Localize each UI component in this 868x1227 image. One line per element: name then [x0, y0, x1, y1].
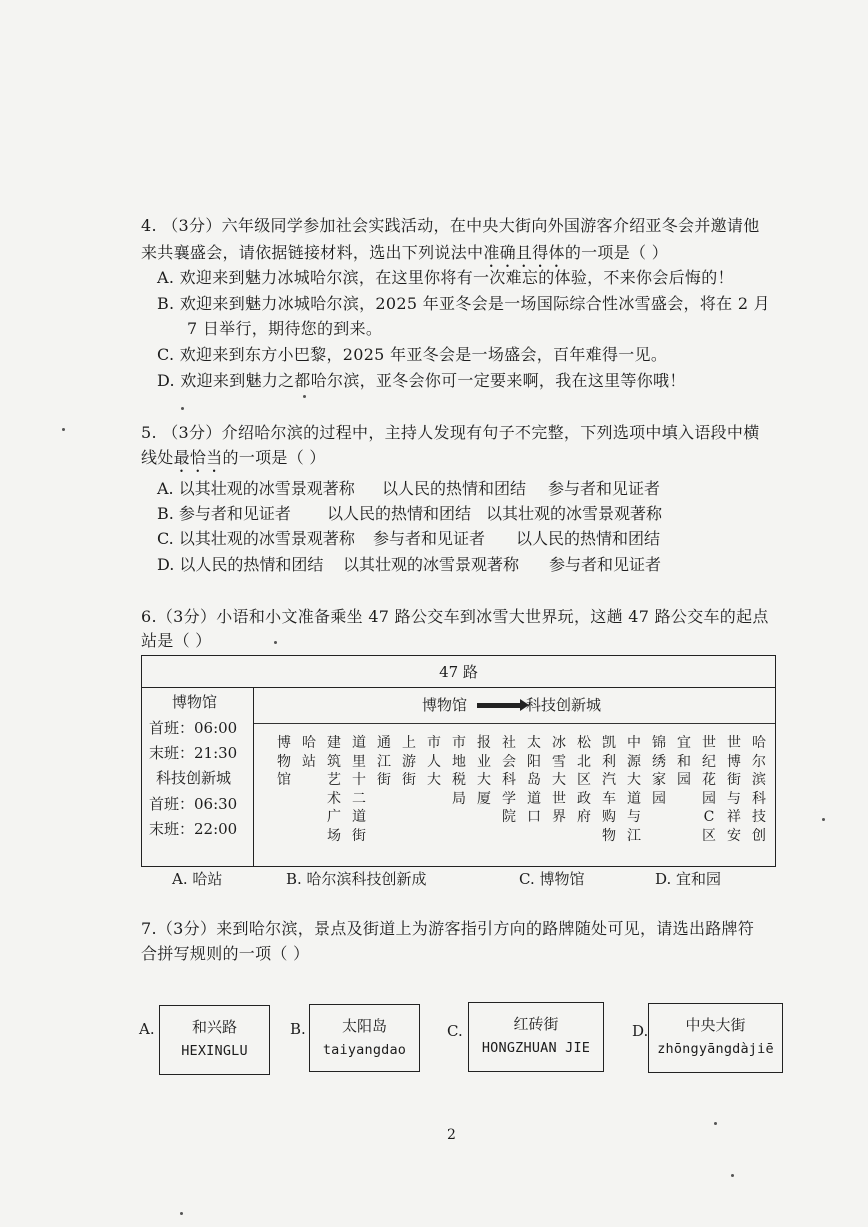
q7-sign-c-label: C. [447, 1022, 463, 1040]
q5-option-c-part1: C. 以其壮观的冰雪景观著称 [157, 529, 355, 548]
direction-to: 科技创新城 [526, 696, 602, 714]
q6-answer-d: D. 宜和园 [655, 870, 722, 888]
q5-stem-line2-a: 线处 [141, 448, 174, 467]
q7-sign-b [309, 1004, 420, 1072]
q4-stem-line1: 4. （3分）六年级同学参加社会实践活动，在中央大街向外国游客介绍亚冬会并邀请他 [141, 216, 760, 235]
q7-stem-line2: 合拼写规则的一项（ ） [141, 944, 310, 963]
bus-stop: 锦绣家园 [652, 735, 666, 807]
bus-stop: 宜和园 [677, 735, 691, 788]
bus-stop: 世纪花园C区 [702, 735, 716, 844]
bus-stop: 建筑艺术广场 [327, 735, 341, 844]
q7-sign-b-chinese: 太阳岛 [341, 1017, 387, 1035]
q6-stem-line1: 6.（3分）小语和小文准备乘坐 47 路公交车到冰雪大世界玩，这趟 47 路公交车的起点 [141, 607, 769, 626]
bus-stop: 道里十二道街 [352, 735, 366, 844]
q7-sign-d [648, 1003, 783, 1073]
q5-stem-line1: 5. （3分）介绍哈尔滨的过程中，主持人发现有句子不完整，下列选项中填入语段中横 [141, 423, 760, 442]
schedule-last-bus-2: 末班：22:00 [149, 820, 238, 838]
scan-speck [274, 641, 277, 644]
q4-option-a: A. 欢迎来到魅力冰城哈尔滨，在这里你将有一次难忘的体验，不来你会后悔的！ [157, 268, 734, 287]
schedule-first-bus-2: 首班：06:30 [149, 795, 238, 813]
bus-stop: 社会科学院 [502, 735, 516, 825]
direction-from: 博物馆 [422, 696, 468, 714]
schedule-terminal-1: 博物馆 [172, 693, 218, 711]
q7-sign-d-label: D. [632, 1022, 649, 1040]
bus-schedule [142, 688, 254, 866]
q4-option-d: D. 欢迎来到魅力之都哈尔滨，亚冬会你可一定要来啊，我在这里等你哦！ [157, 371, 686, 390]
bus-route-title: 47 路 [142, 656, 775, 688]
q7-sign-a-pinyin: HEXINGLU [181, 1043, 248, 1059]
q5-stem-line2 [141, 448, 326, 476]
bus-stop: 松北区政府 [577, 735, 591, 825]
bus-stop: 通江街 [377, 735, 391, 788]
q7-sign-a-label: A. [139, 1020, 155, 1038]
scan-speck [180, 1212, 183, 1215]
bus-stop: 太阳岛道口 [527, 735, 541, 825]
q6-answer-a: A. 哈站 [172, 870, 223, 888]
q7-sign-c-chinese: 红砖街 [513, 1015, 559, 1033]
scan-speck [181, 407, 184, 410]
q7-sign-a [159, 1005, 270, 1075]
q4-emphasis-text: 准确且得体 [483, 243, 565, 262]
bus-stop: 市人大 [427, 735, 441, 788]
q7-sign-d-pinyin: zhōngyāngdàjiē [657, 1041, 774, 1057]
route-direction [254, 688, 775, 724]
page-number: 2 [447, 1127, 456, 1143]
q5-option-d-part1: D. 以人民的热情和团结 [157, 555, 324, 574]
q5-option-c-part2: 参与者和见证者 [373, 529, 486, 548]
scan-speck [62, 428, 65, 431]
q5-option-a-part1: A. 以其壮观的冰雪景观著称 [157, 479, 355, 498]
schedule-last-bus-1: 末班：21:30 [149, 744, 238, 762]
q7-stem-line1: 7.（3分）来到哈尔滨，景点及街道上为游客指引方向的路牌随处可见，请选出路牌符 [141, 919, 755, 938]
q5-option-b-part1: B. 参与者和见证者 [157, 504, 291, 523]
bus-stop: 哈尔滨科技创 [752, 735, 766, 844]
q5-option-b [157, 504, 662, 524]
direction-arrow-icon [477, 703, 521, 708]
q7-sign-b-pinyin: taiyangdao [322, 1042, 407, 1058]
bus-stop: 冰雪大世界 [552, 735, 566, 825]
bus-stops [254, 724, 775, 864]
q4-option-c: C. 欢迎来到东方小巴黎，2025 年亚冬会是一场盛会，百年难得一见。 [157, 345, 668, 364]
bus-stop: 上游街 [402, 735, 416, 788]
q7-sign-b-label: B. [290, 1020, 306, 1038]
q7-sign-a-chinese: 和兴路 [191, 1018, 237, 1036]
q5-option-a [157, 479, 660, 499]
scan-speck [303, 395, 306, 398]
scan-speck [731, 1174, 734, 1177]
q5-stem-line2-b: 的一项是（ ） [222, 448, 326, 467]
q4-stem-line2 [141, 243, 668, 271]
bus-stop: 世博街与祥安 [727, 735, 741, 844]
q6-answer-c: C. 博物馆 [519, 870, 585, 888]
bus-route-table [141, 655, 776, 867]
schedule-terminal-2: 科技创新城 [156, 769, 232, 787]
q5-option-b-part2: 以人民的热情和团结 [327, 504, 472, 523]
q4-stem-line2-b: 的一项是（ ） [564, 243, 669, 262]
scan-speck [822, 818, 825, 821]
q5-option-d-part3: 参与者和见证者 [549, 555, 662, 574]
q5-option-c [157, 529, 660, 549]
q5-option-b-part3: 以其壮观的冰雪景观著称 [486, 504, 663, 523]
bus-stop: 凯利汽车购物 [602, 735, 616, 844]
q5-option-a-part2: 以人民的热情和团结 [382, 479, 527, 498]
q7-sign-c [468, 1002, 604, 1072]
q5-option-d-part2: 以其壮观的冰雪景观著称 [343, 555, 520, 574]
q7-sign-c-pinyin: HONGZHUAN JIE [481, 1040, 591, 1056]
q4-option-b: B. 欢迎来到魅力冰城哈尔滨，2025 年亚冬会是一场国际综合性冰雪盛会，将在 2 月 [157, 294, 770, 313]
q5-option-d [157, 555, 661, 575]
bus-stop: 中源大道与江 [627, 735, 641, 844]
bus-stop: 报业大厦 [477, 735, 491, 807]
q6-answer-b: B. 哈尔滨科技创新成 [286, 870, 427, 888]
bus-stop: 市地税局 [452, 735, 466, 807]
q5-emphasis-text: 最恰当 [173, 448, 223, 467]
q6-stem-line2: 站是（ ） [141, 631, 212, 650]
bus-stop: 博物馆 [277, 735, 291, 788]
q4-option-b-cont: 7 日举行，期待您的到来。 [187, 319, 383, 338]
q7-sign-d-chinese: 中央大街 [685, 1016, 746, 1034]
q5-option-c-part3: 以人民的热情和团结 [516, 529, 661, 548]
schedule-first-bus-1: 首班：06:00 [149, 719, 238, 737]
scan-speck [714, 1122, 717, 1125]
bus-stop: 哈站 [302, 735, 316, 770]
q4-stem-line2-a: 来共襄盛会，请依据链接材料，选出下列说法中 [141, 243, 484, 262]
q5-option-a-part3: 参与者和见证者 [548, 479, 661, 498]
